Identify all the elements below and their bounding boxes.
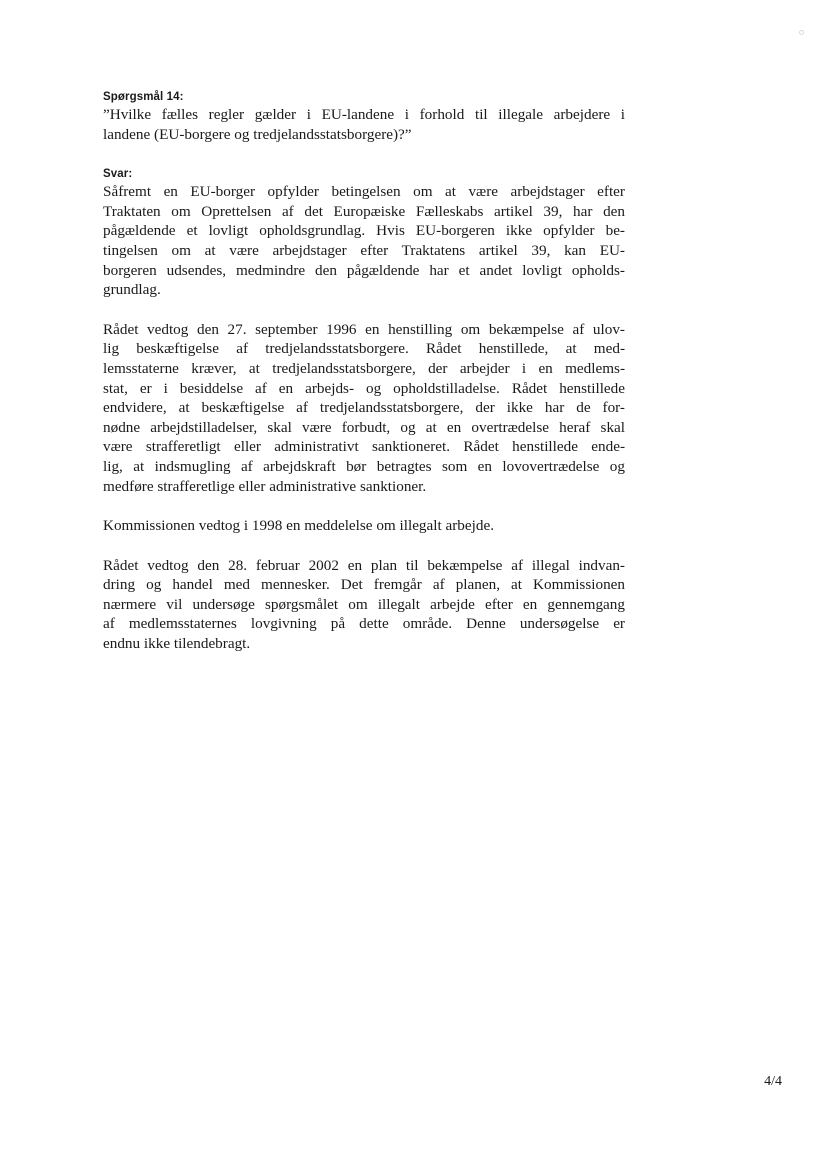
document-body — [103, 90, 625, 654]
paragraph-line: borgeren udsendes, medmindre den pågældende har et andet lovligt opholds- — [103, 261, 625, 279]
question-text — [103, 105, 625, 144]
paragraph-line: af medlemsstaternes lovgivning på dette område. Denne undersøgelse er — [103, 615, 625, 633]
paragraph-line: nærmere vil undersøge spørgsmålet om illegalt arbejde efter en gennemgang — [103, 595, 625, 613]
scan-speck — [799, 30, 804, 35]
page-number: 4/4 — [764, 1074, 782, 1089]
paragraph-line: Rådet vedtog den 28. februar 2002 en plan til bekæmpelse af illegal indvan- — [103, 556, 625, 574]
paragraph-line: endvidere, at beskæftigelse af tredjelandsstatsborgere, der ikke har de for- — [103, 399, 625, 417]
paragraph-line: endnu ikke tilendebragt. — [103, 635, 251, 653]
paragraph-line: lig, at indsmugling af arbejdskraft bør betragtes som en lovovertrædelse og — [103, 457, 625, 475]
question-heading: Spørgsmål 14: — [103, 91, 184, 103]
paragraph-line: stat, er i besiddelse af en arbejds- og opholdstilladelse. Rådet henstillede — [103, 379, 625, 397]
paragraph-line: Rådet vedtog den 27. september 1996 en henstilling om bekæmpelse af ulov- — [103, 320, 625, 338]
paragraph-line: tingelsen om at være arbejdstager efter Traktatens artikel 39, kan EU- — [103, 241, 625, 259]
question-line: landene (EU-borgere og tredjelandsstatsborgere)?” — [103, 125, 412, 143]
paragraph-line: grundlag. — [103, 281, 161, 299]
paragraph-line: Såfremt en EU-borger opfylder betingelsen om at være arbejdstager efter — [103, 183, 625, 201]
answer-paragraph-1 — [103, 182, 625, 300]
paragraph-line: lemsstaterne kræver, at tredjelandsstatsborgere, der arbejder i en medlems- — [103, 359, 625, 377]
answer-heading: Svar: — [103, 168, 133, 181]
answer-paragraph-3 — [103, 516, 625, 536]
paragraph-line: pågældende et lovligt opholdsgrundlag. Hvis EU-borgeren ikke opfylder be- — [103, 222, 625, 240]
paragraph-line: lig beskæftigelse af tredjelandsstatsborgere. Rådet henstillede, at med- — [103, 340, 625, 358]
paragraph-line: medføre strafferetlige eller administrative sanktioner. — [103, 477, 427, 495]
paragraph-line: dring og handel med mennesker. Det fremgår af planen, at Kommissionen — [103, 576, 625, 594]
answer-paragraph-4 — [103, 556, 625, 654]
paragraph-line: Traktaten om Oprettelsen af det Europæiske Fælleskabs artikel 39, har den — [103, 202, 625, 220]
paragraph-line: Kommissionen vedtog i 1998 en meddelelse om illegalt arbejde. — [103, 517, 494, 535]
paragraph-line: nødne arbejdstilladelser, skal være forbudt, og at en overtrædelse heraf skal — [103, 418, 625, 436]
paragraph-line: være strafferetligt eller administrativt sanktioneret. Rådet henstillede ende- — [103, 438, 625, 456]
question-line: ”Hvilke fælles regler gælder i EU-landene i forhold til illegale arbejdere i — [103, 106, 625, 123]
answer-paragraph-2 — [103, 320, 625, 496]
